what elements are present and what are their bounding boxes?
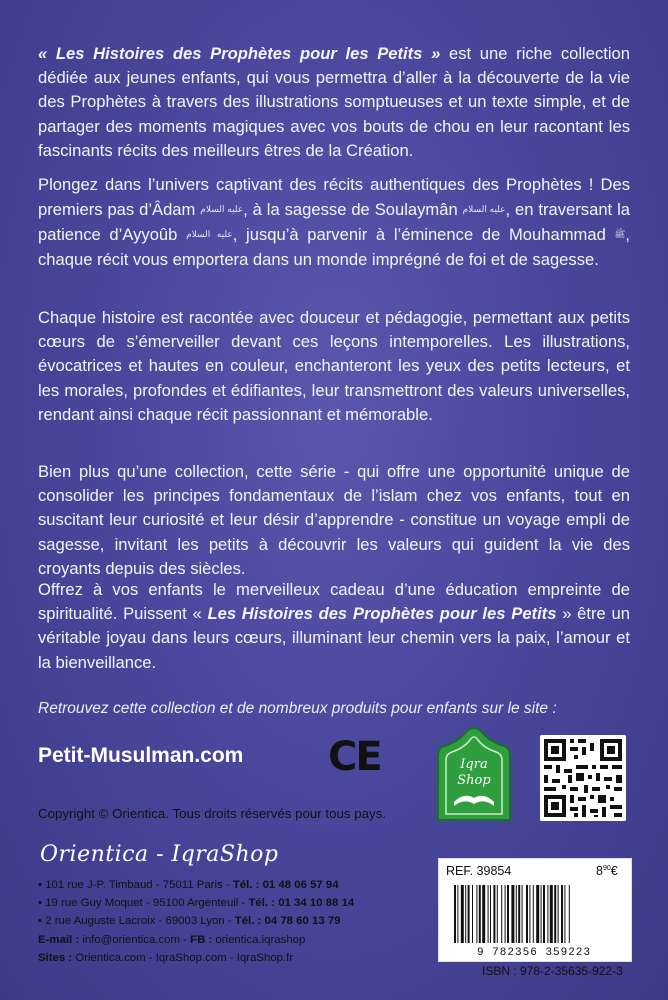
honorific-adam: عليه السلام (200, 204, 244, 215)
site-url[interactable]: Petit-Musulman.com (38, 744, 244, 767)
address-argenteuil: ▪ 19 rue Guy Moquet - 95100 Argenteuil - Tél. : 01 34 10 88 14 (38, 897, 355, 909)
p2-text-b: , à la sagesse de Soulaymân (243, 200, 463, 220)
address-lyon: ▪ 2 rue Auguste Lacroix - 69003 Lyon - Tél. : 04 78 60 13 79 (38, 915, 341, 927)
p2-text-c: , en traversant la patience d’Ayyoûb (38, 200, 630, 245)
collection-title: « Les Histoires des Prophètes pour les Petits » (38, 44, 441, 63)
barcode-digits: 9 782356 359223 (476, 947, 592, 957)
contact-email-fb: E-mail : info@orientica.com - FB : orientica.iqrashop (38, 934, 306, 946)
logo-text-bottom: Shop (457, 773, 491, 788)
intro-paragraph (38, 42, 630, 163)
p5-text-a: Offrez à vos enfants le merveilleux cadeau d’une éducation empreinte de spiritualité. Puissent « (38, 580, 630, 624)
p2-text-e: , chaque récit vous emportera dans un monde imprégné de foi et de sagesse. (38, 225, 631, 269)
address-paris: ▪ 101 rue J-P. Timbaud - 75011 Paris - Tél. : 01 48 06 57 94 (38, 879, 339, 891)
iqra-shop-logo (430, 726, 518, 822)
series-paragraph: Bien plus qu’une collection, cette série - qui offre une opportunité unique de consolider les principes fondamentaux de l’islam chez vos enfants, tout en suscitant leur curiosité et leur désir d’apprendre - constitue un voyage empli de sagesse, invitant les petits à découvrir les valeurs qui guident la vie des croyants depuis des siècles. (38, 462, 630, 578)
collection-title-2: Les Histoires des Prophètes pour les Petits (207, 604, 557, 624)
gift-paragraph (38, 578, 630, 675)
p5-text-b: » être un véritable joyau dans leurs cœurs, illuminant leur chemin vers la paix, l’amour et la bienveillance. (38, 604, 630, 672)
isbn: ISBN : 978-2-35635-922-3 (482, 964, 623, 978)
barcode (446, 885, 622, 957)
honorific-soulayman: عليه السلام (462, 204, 506, 215)
logo-text-top: Iqra (460, 757, 488, 772)
sites-links[interactable]: Orientica.com - IqraShop.com - IqraShop.fr (72, 952, 294, 964)
price: $8^{90}€$ (596, 864, 618, 878)
facebook-link[interactable]: orientica.iqrashop (212, 934, 306, 946)
p2-text-a: Plongez dans l’univers captivant des récits authentiques des Prophètes ! Des premiers pas d’Âdam (38, 175, 630, 220)
tagline: Retrouvez cette collection et de nombreux produits pour enfants sur le site : (38, 700, 557, 717)
pedagogy-paragraph: Chaque histoire est racontée avec douceur et pédagogie, permettant aux petits cœurs de s’émerveiller devant ces leçons intemporelles. Les illustrations, évocatrices et hautes en couleur, enchanteront les yeux des petits lecteurs, et les morales, profondes et édifiantes, leur transmettront des valeurs universelles, rendant ainsi chaque récit passionnant et mémorable. (38, 308, 630, 424)
intro-text: est une riche collection dédiée aux jeunes enfants, qui vous permettra d’aller à la découverte de la vie des Prophètes à travers des illustrations somptueuses et un texte simple, et de partager des moments magiques avec vos bouts de chou en leur racontant les fascinants récits des meilleurs êtres de la Création. (38, 44, 630, 160)
honorific-mouhammad: ﷺ (614, 229, 626, 240)
email-link[interactable]: info@orientica.com - (79, 934, 191, 946)
ce-mark: CE (328, 734, 381, 780)
reference-number: REF. 39854 (446, 864, 512, 878)
p2-text-d: , jusqu’à parvenir à l’éminence de Mouhammad (232, 225, 615, 245)
contact-sites: Sites : Orientica.com - IqraShop.com - IqraShop.fr (38, 952, 294, 964)
copyright: Copyright © Orientica. Tous droits réservés pour tous pays. (38, 806, 387, 821)
prophets-paragraph (38, 173, 630, 272)
qr-code[interactable] (540, 735, 626, 821)
brand-name: Orientica - IqraShop (40, 842, 279, 867)
honorific-ayyoub: عليه السلام (186, 229, 233, 240)
